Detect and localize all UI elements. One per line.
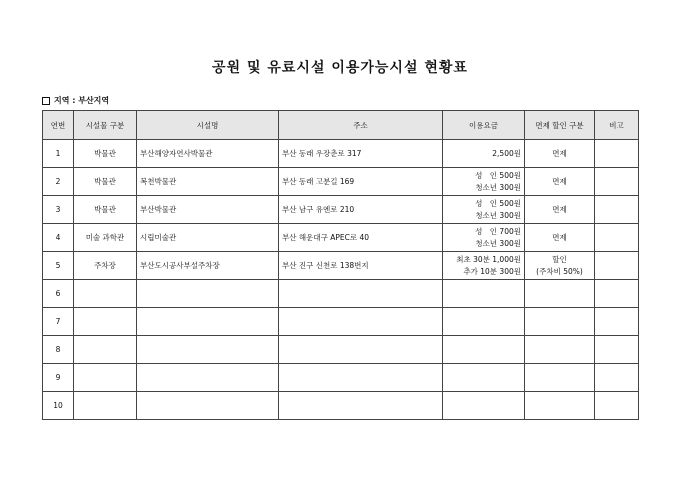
- cell-fee: [443, 392, 525, 420]
- header-fee: 이용요금: [443, 111, 525, 140]
- cell-category: 박물관: [74, 168, 137, 196]
- header-no: 연번: [43, 111, 74, 140]
- cell-note: [595, 280, 639, 308]
- table-row: [43, 252, 639, 280]
- cell-fee: [443, 252, 525, 280]
- cell-no: 4: [43, 224, 74, 252]
- cell-name: [137, 364, 279, 392]
- cell-address: 부산 진구 신천로 138번지: [279, 252, 443, 280]
- cell-fee-line: 추가 10분 300원: [463, 266, 521, 276]
- cell-category: 박물관: [74, 196, 137, 224]
- cell-discount: [525, 308, 595, 336]
- cell-address: 부산 동래 우장춘로 317: [279, 140, 443, 168]
- cell-no: 1: [43, 140, 74, 168]
- cell-name: 부산도시공사부설주차장: [137, 252, 279, 280]
- cell-discount-line: 면제: [552, 148, 567, 158]
- table-header-row: [43, 111, 639, 140]
- cell-note: [595, 364, 639, 392]
- cell-no: 9: [43, 364, 74, 392]
- cell-note: [595, 308, 639, 336]
- table-row: [43, 140, 639, 168]
- cell-note: [595, 168, 639, 196]
- cell-address: 부산 동래 고분길 169: [279, 168, 443, 196]
- table-row: [43, 364, 639, 392]
- cell-name: 복천박물관: [137, 168, 279, 196]
- cell-no: 7: [43, 308, 74, 336]
- cell-category: 주차장: [74, 252, 137, 280]
- cell-discount-line: 할인: [552, 254, 567, 264]
- cell-discount-line: (주차비 50%): [536, 266, 583, 276]
- cell-name: 시립미술관: [137, 224, 279, 252]
- checkbox-icon: [42, 97, 50, 105]
- header-category: 시설물 구분: [74, 111, 137, 140]
- cell-category: [74, 364, 137, 392]
- cell-fee: [443, 364, 525, 392]
- cell-discount: [525, 392, 595, 420]
- header-address: 주소: [279, 111, 443, 140]
- cell-name: [137, 392, 279, 420]
- cell-name: [137, 308, 279, 336]
- cell-address: [279, 336, 443, 364]
- cell-category: 박물관: [74, 140, 137, 168]
- cell-no: 6: [43, 280, 74, 308]
- cell-discount-line: 면제: [552, 232, 567, 242]
- header-discount: 면제 할인 구분: [525, 111, 595, 140]
- cell-fee-line: 청소년 300원: [475, 238, 521, 248]
- cell-no: 5: [43, 252, 74, 280]
- cell-name: 부산박물관: [137, 196, 279, 224]
- cell-discount-line: 면제: [552, 176, 567, 186]
- region-heading: [42, 95, 109, 106]
- cell-fee: [443, 196, 525, 224]
- table-row: [43, 280, 639, 308]
- table-row: [43, 392, 639, 420]
- cell-note: [595, 140, 639, 168]
- facility-table: [42, 110, 639, 420]
- cell-note: [595, 392, 639, 420]
- cell-fee-line: 청소년 300원: [475, 182, 521, 192]
- cell-fee-line: 성 인 500원: [475, 198, 521, 208]
- cell-fee-line: 청소년 300원: [475, 210, 521, 220]
- cell-discount: [525, 140, 595, 168]
- cell-no: 8: [43, 336, 74, 364]
- cell-no: 3: [43, 196, 74, 224]
- cell-address: [279, 392, 443, 420]
- table-row: [43, 308, 639, 336]
- table-row: [43, 196, 639, 224]
- cell-no: 10: [43, 392, 74, 420]
- cell-fee: [443, 308, 525, 336]
- cell-fee-line: 2,500원: [492, 148, 521, 158]
- cell-note: [595, 252, 639, 280]
- document-title: 공원 및 유료시설 이용가능시설 현황표: [212, 60, 468, 76]
- cell-discount: [525, 280, 595, 308]
- cell-discount: [525, 336, 595, 364]
- cell-fee: [443, 336, 525, 364]
- cell-fee: [443, 280, 525, 308]
- table-row: [43, 168, 639, 196]
- cell-address: [279, 308, 443, 336]
- cell-discount: [525, 196, 595, 224]
- cell-fee: [443, 168, 525, 196]
- cell-fee: [443, 140, 525, 168]
- cell-note: [595, 224, 639, 252]
- cell-category: [74, 336, 137, 364]
- cell-fee-line: 성 인 500원: [475, 170, 521, 180]
- table-body: [43, 140, 639, 420]
- cell-address: 부산 남구 유엔로 210: [279, 196, 443, 224]
- cell-address: [279, 280, 443, 308]
- cell-discount: [525, 252, 595, 280]
- cell-category: 미술 과학관: [74, 224, 137, 252]
- cell-name: 부산해양자연사박물관: [137, 140, 279, 168]
- cell-note: [595, 336, 639, 364]
- cell-discount: [525, 364, 595, 392]
- cell-discount: [525, 224, 595, 252]
- region-label: 지역 : 부산지역: [54, 96, 110, 105]
- cell-category: [74, 308, 137, 336]
- cell-name: [137, 280, 279, 308]
- cell-discount: [525, 168, 595, 196]
- cell-discount-line: 면제: [552, 204, 567, 214]
- table-row: [43, 224, 639, 252]
- cell-fee: [443, 224, 525, 252]
- cell-category: [74, 392, 137, 420]
- cell-note: [595, 196, 639, 224]
- cell-address: 부산 해운대구 APEC로 40: [279, 224, 443, 252]
- header-note: 비고: [595, 111, 639, 140]
- table-row: [43, 336, 639, 364]
- cell-fee-line: 최초 30분 1,000원: [456, 254, 521, 264]
- cell-category: [74, 280, 137, 308]
- cell-address: [279, 364, 443, 392]
- cell-fee-line: 성 인 700원: [475, 226, 521, 236]
- cell-name: [137, 336, 279, 364]
- cell-no: 2: [43, 168, 74, 196]
- header-name: 시설명: [137, 111, 279, 140]
